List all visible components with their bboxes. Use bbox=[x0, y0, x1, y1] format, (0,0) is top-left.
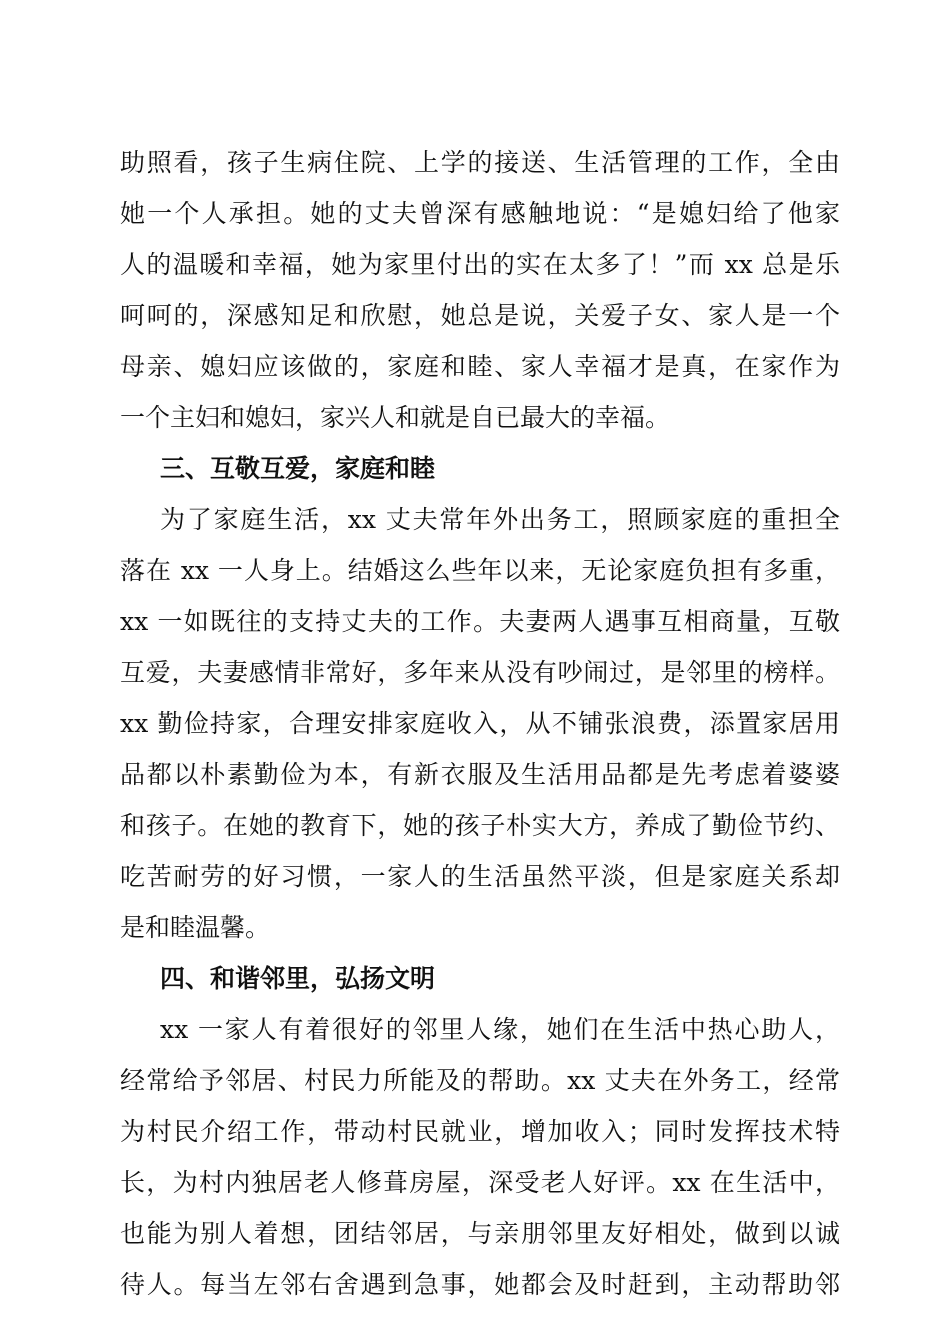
paragraph-line: xx 勤俭持家，合理安排家庭收入，从不铺张浪费，添置家居用 bbox=[120, 709, 840, 738]
paragraph-line: 品都以朴素勤俭为本，有新衣服及生活用品都是先考虑着婆婆 bbox=[120, 760, 840, 789]
section-heading-3: 三、互敬互爱，家庭和睦 bbox=[160, 454, 436, 483]
section-heading-4: 四、和谐邻里，弘扬文明 bbox=[160, 964, 436, 993]
paragraph-line: 也能为别人着想，团结邻居，与亲朋邻里友好相处，做到以诚 bbox=[120, 1219, 840, 1248]
paragraph-line: 她一个人承担。她的丈夫曾深有感触地说：“是媳妇给了他家 bbox=[120, 199, 840, 228]
paragraph-line: 为村民介绍工作，带动村民就业，增加收入；同时发挥技术特 bbox=[120, 1117, 840, 1146]
paragraph-line: 人的温暖和幸福，她为家里付出的实在太多了！”而 xx 总是乐 bbox=[120, 250, 840, 279]
paragraph-line: 落在 xx 一人身上。结婚这么些年以来，无论家庭负担有多重， bbox=[120, 556, 840, 585]
paragraph-line: 长，为村内独居老人修葺房屋，深受老人好评。xx 在生活中， bbox=[120, 1168, 840, 1197]
paragraph-line: 助照看，孩子生病住院、上学的接送、生活管理的工作，全由 bbox=[120, 148, 840, 177]
paragraph-line: xx 一如既往的支持丈夫的工作。夫妻两人遇事互相商量，互敬 bbox=[120, 607, 840, 636]
paragraph-line: 经常给予邻居、村民力所能及的帮助。xx 丈夫在外务工，经常 bbox=[120, 1066, 840, 1095]
paragraph-line: 一个主妇和媳妇，家兴人和就是自已最大的幸福。 bbox=[120, 403, 671, 432]
paragraph-line: 吃苦耐劳的好习惯，一家人的生活虽然平淡，但是家庭关系却 bbox=[120, 862, 840, 891]
paragraph-line: 待人。每当左邻右舍遇到急事，她都会及时赶到，主动帮助邻 bbox=[120, 1270, 840, 1299]
paragraph-line: xx 一家人有着很好的邻里人缘，她们在生活中热心助人， bbox=[160, 1015, 840, 1044]
paragraph-line: 母亲、媳妇应该做的，家庭和睦、家人幸福才是真，在家作为 bbox=[120, 352, 840, 381]
paragraph-line: 是和睦温馨。 bbox=[120, 913, 271, 942]
paragraph-line: 为了家庭生活，xx 丈夫常年外出务工，照顾家庭的重担全 bbox=[160, 505, 840, 534]
paragraph-line: 呵呵的，深感知足和欣慰，她总是说，关爱子女、家人是一个 bbox=[120, 301, 840, 330]
paragraph-line: 和孩子。在她的教育下，她的孩子朴实大方，养成了勤俭节约、 bbox=[120, 811, 840, 840]
paragraph-line: 互爱，夫妻感情非常好，多年来从没有吵闹过，是邻里的榜样。 bbox=[120, 658, 840, 687]
